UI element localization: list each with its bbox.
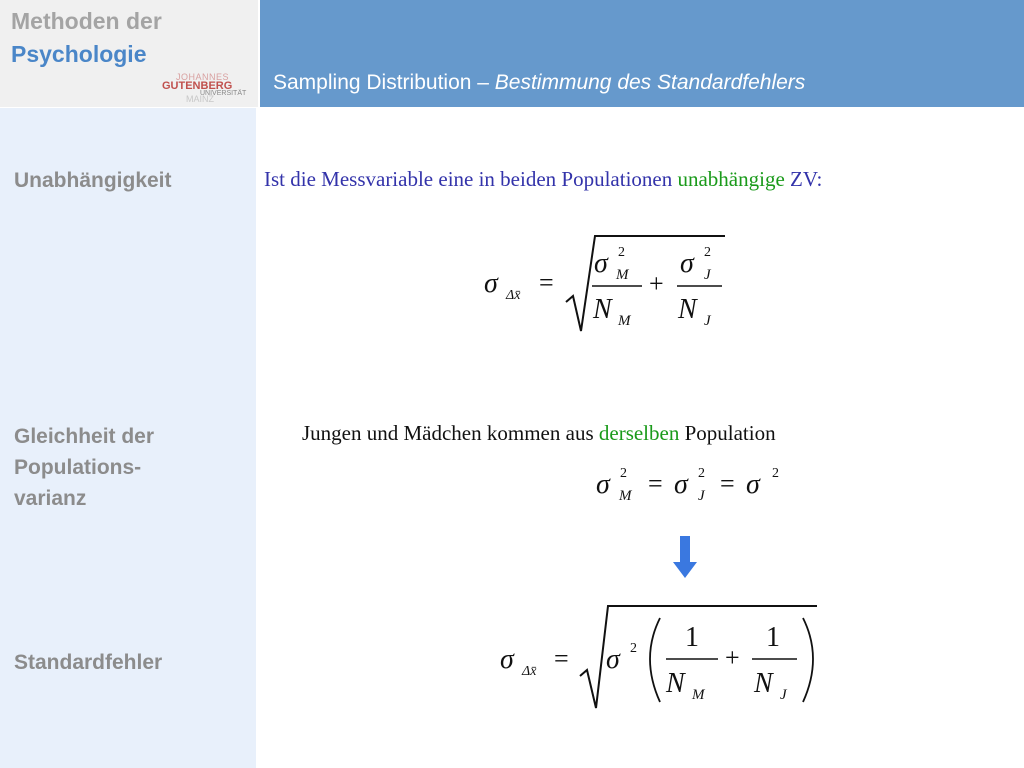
formula1-sq-j: 2 [704,245,711,260]
formula1-n-sub-m: M [618,313,631,329]
logo [0,0,258,107]
formula3-sigma: σ [500,644,514,675]
slide-title-italic: Bestimmung des Standardfehlers [494,71,806,94]
statement-highlight: derselben [598,421,680,445]
formula3-plus: + [725,643,740,672]
sidebar [0,108,256,768]
sidebar-label-gleichheit-line2: Populations- [14,456,142,479]
sidebar-label-gleichheit [14,421,154,514]
question-part1: Ist die Messvariable eine in beiden Populationen [264,167,678,191]
header-bar [260,0,1024,107]
formula1-n-j: N [678,294,697,325]
formula2-sq-j: 2 [698,466,705,481]
formula3-sq: 2 [630,641,637,656]
uni-logo-universitat: UNIVERSITÄT [200,90,247,97]
sidebar-label-gleichheit-line1: Gleichheit der [14,425,155,448]
formula1-sqrt-sign [566,236,725,331]
statement-part2: Population [679,421,776,445]
sidebar-label-standardfehler: Standardfehler [14,651,163,674]
formula3-right-paren [803,618,813,702]
formula1-n-m: N [593,294,612,325]
statement-text [302,421,776,446]
formula3-sigma-inner: σ [606,644,620,675]
formula3-n-sub-j: J [780,687,787,703]
formula2-sub-m: M [619,488,632,504]
formula1-sub-j: J [704,267,711,283]
logo-title-line1: Methoden der [11,8,162,34]
logo-title-line2: Psychologie [11,41,147,67]
down-arrow-icon [673,536,697,580]
uni-logo-gutenberg: GUTENBERG [162,80,233,92]
formula3-left-paren [650,618,660,702]
uni-logo-mainz: MAINZ [186,94,214,104]
formula3-one-m: 1 [685,622,699,653]
slide-title-plain: Sampling Distribution – [273,71,495,94]
statement-part1: Jungen und Mädchen kommen aus [302,421,599,445]
formula-standard-error-pooled [490,598,830,718]
formula1-equals: = [539,268,554,297]
formula3-n-m: N [666,668,685,699]
formula1-sigma-j: σ [680,248,694,279]
formula3-subscript-delta-x: Δx̄ [522,664,537,679]
question-part2: ZV: [784,167,823,191]
university-logo [160,72,250,104]
slide-title [273,71,805,95]
formula-standard-error-independent [470,228,740,338]
formula2-sub-j: J [698,488,705,504]
formula2-sigma: σ [746,469,760,500]
question-text [264,167,822,192]
formula1-plus: + [649,269,664,298]
formula2-equals-1: = [648,469,663,498]
formula1-subscript-delta-x: Δx̄ [506,288,521,303]
sidebar-label-gleichheit-line3: varianz [14,487,87,510]
formula2-equals-2: = [720,469,735,498]
uni-logo-johannes: JOHANNES [176,72,230,82]
formula1-sq-m: 2 [618,245,625,260]
formula1-n-sub-j: J [704,313,711,329]
formula2-sigma-m: σ [596,469,610,500]
formula2-sq: 2 [772,466,779,481]
question-highlight: unabhängige [677,167,785,191]
formula2-sigma-j: σ [674,469,688,500]
formula2-sq-m: 2 [620,466,627,481]
formula3-one-j: 1 [766,622,780,653]
formula1-sub-m: M [616,267,629,283]
formula3-n-sub-m: M [692,687,705,703]
formula3-n-j: N [754,668,773,699]
formula1-sigma: σ [484,268,498,299]
formula3-equals: = [554,644,569,673]
formula-equal-variances [590,455,800,510]
sidebar-label-unabhaengigkeit: Unabhängigkeit [14,169,172,192]
formula1-sigma-m: σ [594,248,608,279]
